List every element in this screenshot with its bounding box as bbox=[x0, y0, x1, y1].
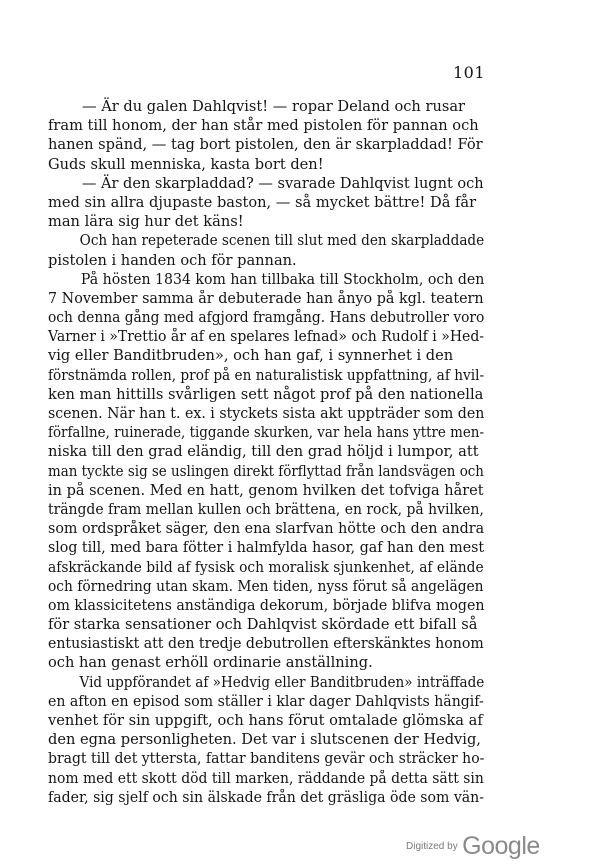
text-line: slog till, med bara fötter i halmfylda hasor, gaf han den mest bbox=[48, 539, 485, 557]
text-line: som ordspråket säger, den ena slarfvan hötte och den andra bbox=[48, 520, 485, 538]
text-line: man lära sig hur det käns! bbox=[48, 213, 244, 231]
text-line: bragt till det yttersta, fattar banditens gevär och sträcker ho- bbox=[48, 750, 485, 768]
digitized-watermark bbox=[406, 832, 540, 861]
text-line: 7 November samma år debuterade han ånyo på kgl. teatern bbox=[48, 289, 484, 307]
text-line: vig eller Banditbruden», och han gaf, i synnerhet i den bbox=[48, 347, 454, 365]
text-line: med sin allra djupaste baston, — så mycket bättre! Då får bbox=[48, 193, 477, 211]
text-line: förfallne, ruinerade, tiggande skurken, var hela hans yttre men- bbox=[48, 424, 484, 442]
text-line: ken man hittills svårligen sett något prof på den nationella bbox=[48, 385, 484, 403]
text-line: pistolen i handen och för pannan. bbox=[48, 251, 297, 269]
text-line: venhet för sin uppgift, och hans förut omtalade glömska af bbox=[48, 712, 483, 729]
text-line: — Är du galen Dahlqvist! — ropar Deland och rusar bbox=[82, 98, 466, 115]
text-line: afskräckande bild af fysisk och moralisk sjunkenhet, af elände bbox=[48, 558, 484, 576]
text-line: och denna gång med afgjord framgång. Hans debutroller voro bbox=[48, 309, 485, 327]
text-line: man tyckte sig se uslingen direkt förflyttad från landsvägen och bbox=[48, 462, 484, 480]
text-line: och förnedring utan skam. Men tiden, nyss förut så angelägen bbox=[48, 577, 484, 595]
text-line: entusiastiskt att den tredje debutrollen efterskänktes honom bbox=[48, 635, 484, 653]
text-line: På hösten 1834 kom han tillbaka till Stockholm, och den bbox=[80, 270, 485, 288]
text-line: och han genast erhöll ordinarie anställning. bbox=[48, 654, 373, 672]
text-line: om klassicitetens anständiga dekorum, började blifva mogen bbox=[48, 596, 485, 614]
text-line: scenen. När han t. ex. i styckets sista akt uppträder som den bbox=[48, 405, 485, 422]
text-line: niska till den grad eländig, till den grad höljd i lumpor, att bbox=[48, 443, 479, 461]
body-text bbox=[48, 97, 484, 807]
text-line: Varner i »Trettio år af en spelares lefnad» och Rudolf i »Hed- bbox=[48, 328, 485, 346]
text-line: fader, sig sjelf och sin älskade från det gräsliga öde som vän- bbox=[48, 788, 484, 806]
text-line: — Är den skarpladdad? — svarade Dahlqvist lugnt och bbox=[81, 174, 484, 192]
page-number: 101 bbox=[453, 63, 486, 82]
text-line: Guds skull menniska, kasta bort den! bbox=[48, 155, 324, 173]
text-line: in på scenen. Med en hatt, genom hvilken det tofviga håret bbox=[48, 481, 484, 499]
text-line: den egna personligheten. Det var i slutscenen der Hedvig, bbox=[48, 731, 481, 749]
text-line: en afton en episod som ställer i klar dager Dahlqvists hängif- bbox=[48, 692, 484, 710]
watermark-prefix: Digitized by bbox=[406, 841, 458, 852]
text-line: förstnämda rollen, prof på en naturalistisk uppfattning, af hvil- bbox=[48, 366, 485, 384]
text-line: hanen spänd, — tag bort pistolen, den är skarpladdad! För bbox=[48, 136, 483, 154]
text-line: nom med ett skott död till marken, räddande på detta sätt sin bbox=[48, 769, 484, 787]
google-logo: Google bbox=[462, 832, 540, 860]
text-line: fram till honom, der han står med pistolen för pannan och bbox=[48, 117, 479, 135]
text-line: Och han repeterade scenen till slut med den skarpladdade bbox=[79, 232, 485, 250]
text-line: trängde fram mellan kullen och brättena, en rock, på hvilken, bbox=[48, 500, 484, 518]
text-line: Vid uppförandet af »Hedvig eller Banditbruden» inträffade bbox=[79, 673, 485, 691]
text-line: för starka sensationer och Dahlqvist skördade ett bifall så bbox=[48, 616, 478, 634]
